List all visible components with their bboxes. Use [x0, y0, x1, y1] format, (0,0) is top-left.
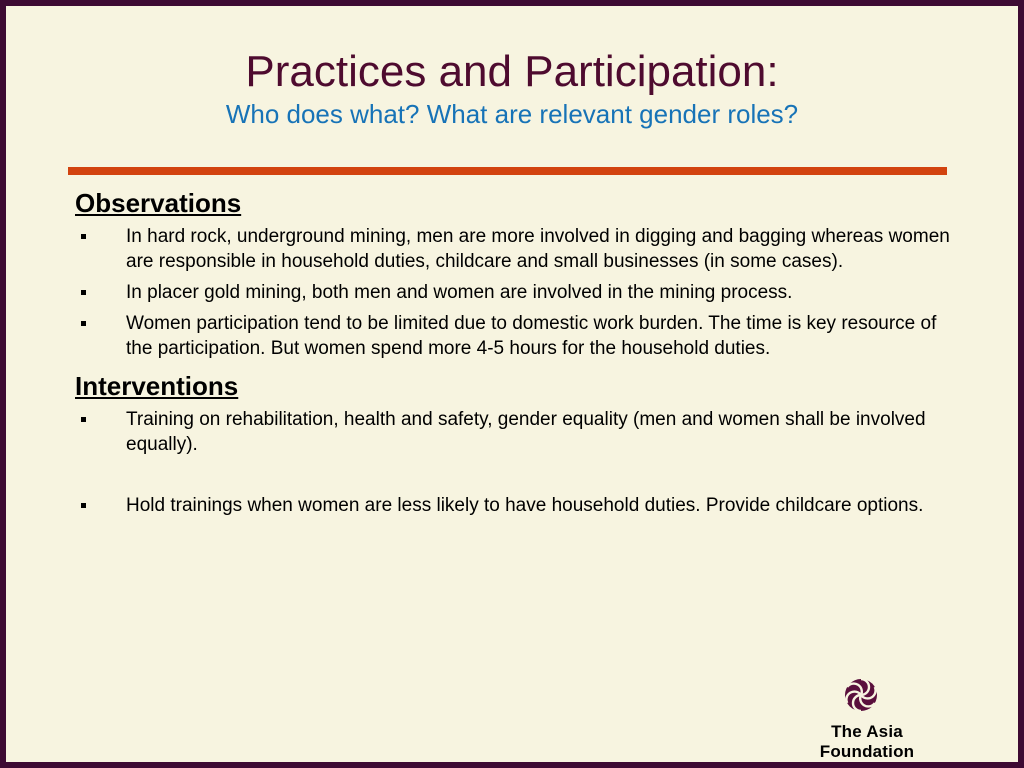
slide-subtitle: Who does what? What are relevant gender roles? — [225, 99, 799, 129]
bullet-text: Training on rehabilitation, health and safety, gender equality (men and women shall be involved equally). — [126, 409, 926, 455]
bullet-icon — [81, 417, 86, 422]
list-item — [75, 280, 955, 305]
list-item — [75, 311, 955, 361]
slide-title: Practices and Participation: — [245, 47, 779, 96]
bullet-text: Hold trainings when women are less likely to have household duties. Provide childcare options. — [126, 495, 924, 516]
bullet-icon — [81, 290, 86, 295]
title-divider — [68, 167, 947, 175]
list-item — [75, 407, 955, 457]
list-item — [75, 493, 955, 518]
observations-list — [75, 224, 955, 361]
slide-content — [75, 186, 955, 524]
asia-foundation-logo-icon — [844, 678, 878, 712]
logo-name: The Asia Foundation — [819, 722, 915, 761]
bullet-icon — [81, 503, 86, 508]
interventions-heading: Interventions — [75, 371, 239, 401]
list-item — [75, 224, 955, 274]
bullet-text: In hard rock, underground mining, men are more involved in digging and bagging whereas women are responsible in household duties, childcare and small businesses (in some cases). — [126, 226, 950, 272]
slide — [6, 6, 1018, 762]
bullet-text: In placer gold mining, both men and women are involved in the mining process. — [126, 282, 793, 303]
bullet-icon — [81, 234, 86, 239]
bullet-icon — [81, 321, 86, 326]
bullet-text: Women participation tend to be limited due to domestic work burden. The time is key resource of the participation. But women spend more 4-5 hours for the household duties. — [126, 313, 937, 359]
asia-foundation-logo — [782, 678, 952, 761]
observations-heading: Observations — [75, 188, 242, 218]
interventions-list — [75, 407, 955, 518]
